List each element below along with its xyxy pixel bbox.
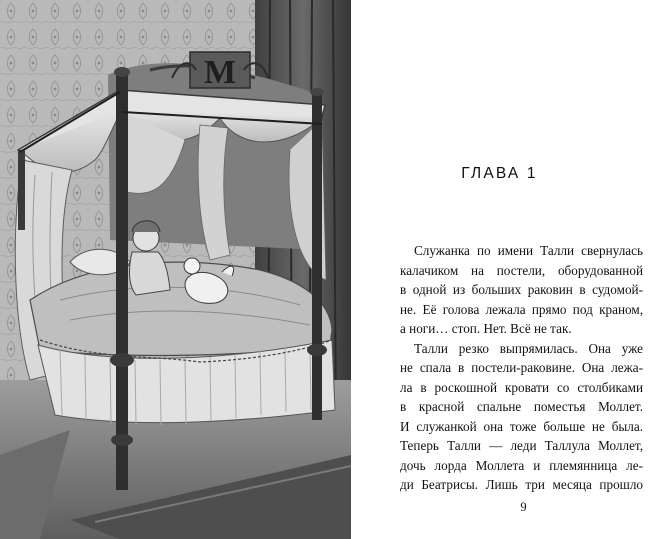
text-line: Теперь Талли — леди Таллула Моллет, [400, 438, 643, 453]
text-line: не спала в постели-раковине. Она лежа- [400, 360, 643, 375]
monogram-letter: M [203, 54, 237, 91]
text-line: Служанка по имени Талли свернулась [414, 243, 643, 258]
text-line: ди Беатрисы. Лишь три месяца прошло [400, 477, 643, 492]
paragraph-2 [400, 339, 643, 495]
text-line: дочь лорда Моллета и племянница ле- [400, 457, 643, 473]
body-text [400, 241, 643, 495]
paragraph-1 [400, 241, 643, 339]
chapter-title: ГЛАВА 1 [461, 165, 538, 182]
text-line: а ноги… стоп. Нет. Всё не так. [400, 321, 572, 336]
text-line: в красной спальне поместья Моллет. [400, 399, 643, 414]
text-line: в одной из больших раковин в судомой- [400, 282, 643, 297]
text-line: Талли резко выпрямилась. Она уже [414, 340, 643, 356]
text-line: не. Её голова лежала прямо под краном, [400, 301, 643, 317]
text-line: ла в роскошной кровати со столбиками [400, 379, 643, 395]
page-number: 9 [520, 500, 527, 514]
text-page [351, 0, 648, 539]
text-line: И служанкой она тоже больше не была. [400, 418, 643, 434]
text-line: калачиком на постели, оборудованной [400, 262, 643, 278]
